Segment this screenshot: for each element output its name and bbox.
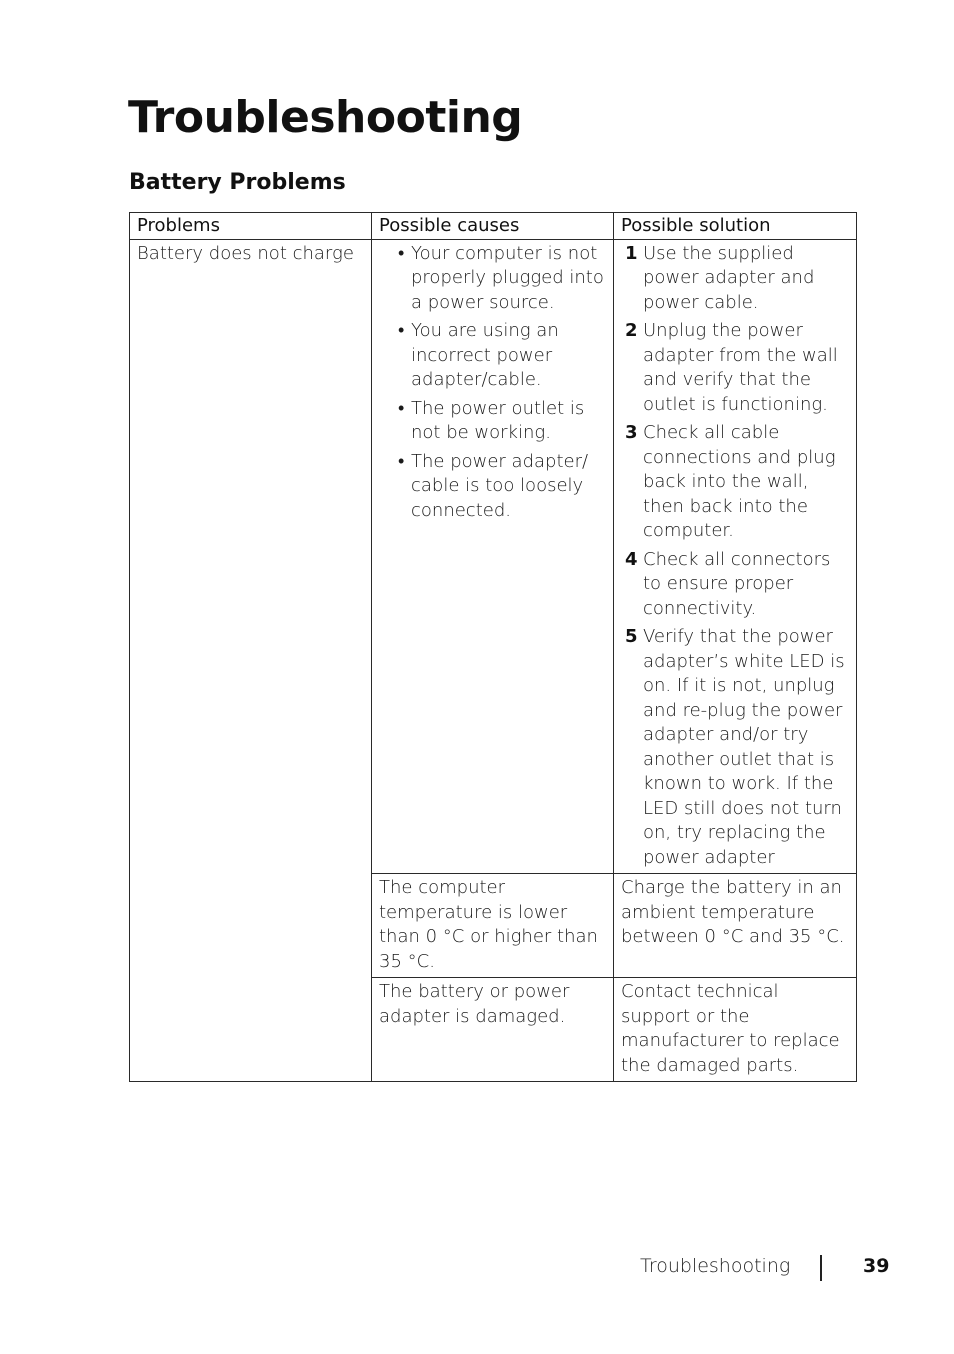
step-text: Verify that the power adapter’s white LED is on. If it is not, unplug and re-plug the power adapter and/or try another outlet that is known to work. If the LED still does not turn on, try replacing the power adapter bbox=[643, 626, 845, 868]
list-item bbox=[625, 319, 850, 417]
step-number: 5 bbox=[625, 626, 638, 647]
causes-list bbox=[379, 242, 607, 524]
list-item bbox=[398, 242, 607, 316]
solutions-cell bbox=[614, 239, 857, 874]
table-header-row bbox=[130, 213, 857, 240]
bullet: • bbox=[398, 397, 405, 419]
solution-cell: Charge the battery in an ambient temperature between 0 °C and 35 °C. bbox=[614, 874, 857, 978]
cause-text: The power adapter/ cable is too loosely connected. bbox=[411, 450, 589, 521]
problem-cell: Battery does not charge bbox=[130, 239, 372, 1082]
step-text: Check all cable connections and plug back into the wall, then back into the computer. bbox=[643, 422, 836, 541]
list-item bbox=[625, 242, 850, 316]
step-number: 4 bbox=[625, 548, 638, 570]
footer-section-name: Troubleshooting bbox=[640, 1255, 791, 1277]
header-possible-solution: Possible solution bbox=[614, 213, 857, 240]
cause-text: Your computer is not properly plugged into a power source. bbox=[411, 242, 604, 313]
solution-steps bbox=[621, 242, 850, 871]
causes-cell bbox=[372, 239, 614, 874]
step-number: 1 bbox=[625, 242, 638, 264]
cause-text: The power outlet is not be working. bbox=[411, 397, 585, 443]
step-number: 2 bbox=[625, 320, 638, 341]
table-row bbox=[130, 239, 857, 874]
bullet: • bbox=[398, 242, 405, 264]
section-title: Battery Problems bbox=[129, 170, 346, 195]
page-title: Troubleshooting bbox=[128, 92, 523, 143]
header-possible-causes: Possible causes bbox=[372, 213, 614, 240]
list-item bbox=[625, 625, 850, 870]
list-item bbox=[398, 319, 607, 393]
bullet: • bbox=[398, 320, 405, 341]
cause-cell: The battery or power adapter is damaged. bbox=[372, 978, 614, 1082]
step-number: 3 bbox=[625, 422, 638, 443]
header-problems: Problems bbox=[130, 213, 372, 240]
cause-text: You are using an incorrect power adapter/cable. bbox=[411, 320, 559, 390]
list-item bbox=[625, 548, 850, 622]
step-text: Check all connectors to ensure proper connectivity. bbox=[643, 548, 831, 619]
battery-problems-table bbox=[129, 212, 857, 1082]
step-text: Unplug the power adapter from the wall and verify that the outlet is functioning. bbox=[643, 320, 838, 415]
bullet: • bbox=[398, 450, 405, 472]
solution-cell: Contact technical support or the manufacturer to replace the damaged parts. bbox=[614, 978, 857, 1082]
cause-cell: The computer temperature is lower than 0 °C or higher than 35 °C. bbox=[372, 874, 614, 978]
step-text: Use the supplied power adapter and power cable. bbox=[643, 242, 815, 313]
list-item bbox=[398, 397, 607, 446]
list-item bbox=[398, 450, 607, 524]
footer-divider bbox=[820, 1255, 822, 1281]
page-number: 39 bbox=[863, 1255, 890, 1277]
list-item bbox=[625, 421, 850, 544]
